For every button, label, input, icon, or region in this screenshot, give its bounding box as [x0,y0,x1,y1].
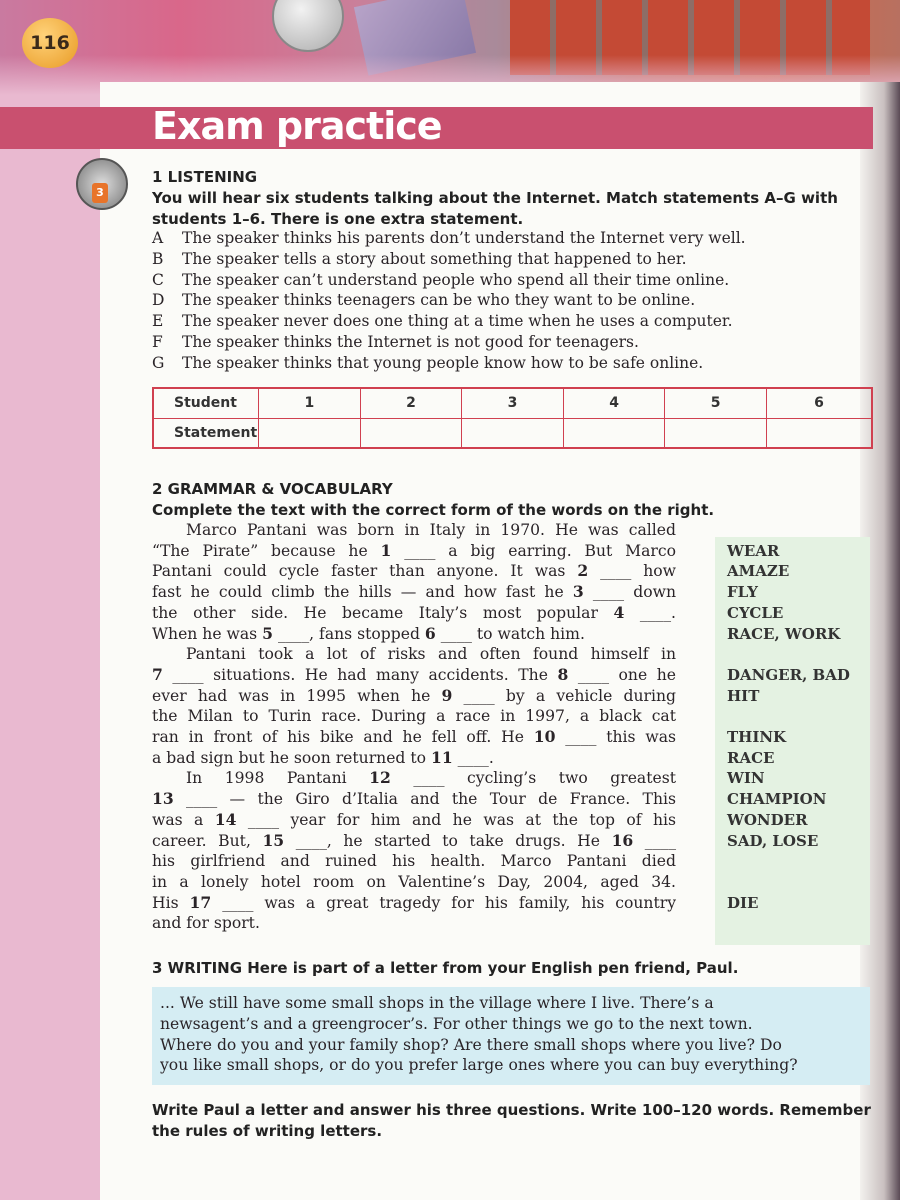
statement-g [152,353,852,374]
text-line [152,706,676,727]
text-segment: ____. [624,603,676,622]
statement-e [152,311,852,332]
text-line [152,603,676,624]
text-segment: ____ situations. He had many accidents. The [162,665,558,684]
writing-task-1: Write Paul a letter and answer his three questions. Write 100–120 words. Remember [152,1101,871,1119]
student-number: 2 [360,388,462,418]
text-segment: ever had was in 1995 when he [152,686,442,705]
text-line [152,851,676,872]
statement-letter: D [152,291,165,310]
text-segment: ____, fans stopped [273,624,425,643]
gap-number: 6 [424,623,436,643]
prompt-word: RACE, WORK [727,624,841,643]
answer-table [152,387,873,449]
prompt-word: CYCLE [727,603,784,622]
statement-a [152,228,852,249]
gap-number: 13 [152,789,174,809]
text-line [152,727,676,748]
text-segment: the other side. He became Italy’s most popular [152,603,614,622]
prompt-word: SAD, LOSE [727,831,819,850]
text-line [152,665,676,686]
text-segment: ____ down [583,583,676,602]
gap-fill-text [152,520,676,934]
shopfront-image [510,0,870,75]
listening-instructions-2: students 1–6. There is one extra statement. [152,209,524,228]
text-segment: ____ how [588,562,676,581]
gap-number: 17 [189,892,212,912]
statement-letter: C [152,270,164,289]
text-segment: a bad sign but he soon returned to [152,748,431,767]
prompt-word: FLY [727,583,758,602]
text-segment: in a lonely hotel room on Valentine’s Day, 2004, aged 34. [152,872,676,891]
header-photo-collage [0,0,900,95]
gap-number: 4 [613,602,625,622]
letter-line: ... We still have some small shops in the village where I live. There’s a [160,994,714,1012]
text-segment: ____ [633,831,676,850]
listening-heading: 1 LISTENING [152,168,258,186]
text-segment: ____ cycling’s two greatest [390,769,676,788]
statement-text: The speaker can’t understand people who spend all their time online. [182,270,730,289]
text-segment: the Milan to Turin race. During a race in 1997, a black cat [152,707,676,726]
text-segment: His [152,893,190,912]
text-segment: career. But, [152,831,263,850]
prompt-word: CHAMPION [727,790,827,809]
gap-number: 1 [380,540,392,560]
statement-text: The speaker thinks the Internet is not good for teenagers. [182,333,639,351]
text-line [152,913,676,934]
text-line [152,872,676,893]
text-segment: ____ — the Giro d’Italia and the Tour de France. This [173,790,676,809]
text-line [152,748,676,769]
letter-line: Where do you and your family shop? Are there small shops where you live? Do [160,1035,782,1054]
text-segment: “The Pirate” because he [152,541,381,560]
text-segment: In 1998 Pantani [186,769,370,788]
answer-cell[interactable] [259,418,361,448]
student-number: 3 [462,388,564,418]
statement-letter: G [152,353,165,372]
gap-number: 9 [441,685,453,705]
statement-c [152,270,852,291]
gap-number: 12 [369,768,391,788]
statement-f [152,332,852,353]
statement-letter: F [152,333,163,351]
statement-d [152,290,852,311]
prompt-word: DANGER, BAD [727,665,850,684]
text-line [152,831,676,852]
gap-number: 8 [557,664,569,684]
text-line [152,624,676,645]
text-line [152,582,676,603]
statement-text: The speaker tells a story about something that happened to her. [182,249,687,268]
prompt-word: THINK [727,728,787,746]
gap-number: 10 [533,727,556,747]
letter-line: you like small shops, or do you prefer large ones where you can buy everything? [160,1056,798,1075]
writing-heading: 3 WRITING Here is part of a letter from your English pen friend, Paul. [152,959,739,977]
prompt-word: WIN [727,769,765,788]
text-segment: his girlfriend and ruined his health. Marco Pantani died [152,852,676,871]
answer-cell[interactable] [766,418,872,448]
text-segment: ____ was a great tragedy for his family, his country [211,893,677,912]
letter-line: newsagent’s and a greengrocer’s. For other things we go to the next town. [160,1014,753,1033]
prompt-word: HIT [727,686,760,705]
text-segment: When he was [152,624,263,643]
gap-number: 11 [430,747,453,767]
text-line [152,686,676,707]
statement-text: The speaker thinks teenagers can be who they want to be online. [182,291,696,310]
answer-cell[interactable] [462,418,564,448]
answer-cell[interactable] [665,418,767,448]
text-segment: fast he could climb the hills — and how fast he [152,583,573,602]
answer-cell[interactable] [360,418,462,448]
prompt-word: RACE [727,748,775,767]
statement-letter: B [152,249,164,268]
text-segment: ____. [452,748,494,767]
text-line [152,768,676,789]
student-number: 1 [259,388,361,418]
coin-image [272,0,344,52]
text-line [152,810,676,831]
text-segment: Marco Pantani was born in Italy in 1970. He was called [186,521,676,539]
gap-number: 7 [152,664,163,684]
text-segment: and for sport. [152,914,260,933]
statement-text: The speaker thinks that young people know how to be safe online. [182,353,704,372]
gap-number: 5 [262,623,273,643]
gap-number: 16 [611,830,634,850]
text-segment: ____, he started to take drugs. He [284,831,612,850]
text-line [152,520,676,541]
text-segment: ran in front of his bike and he fell off. He [152,728,534,747]
text-segment: was a [152,810,215,829]
text-line [152,561,676,582]
prompt-word: AMAZE [727,562,790,581]
text-line [152,541,676,562]
grammar-heading: 2 GRAMMAR & VOCABULARY [152,480,393,498]
gap-number: 2 [577,561,589,581]
row-label-student: Student [153,388,259,418]
row-label-statement: Statement [153,418,259,448]
gap-number: 14 [214,809,237,829]
student-number: 5 [665,388,767,418]
answer-cell[interactable] [563,418,665,448]
statement-letter: A [152,229,164,247]
statement-text: The speaker thinks his parents don’t understand the Internet very well. [182,229,746,247]
text-segment: Pantani took a lot of risks and often found himself in [186,645,676,664]
grammar-instructions: Complete the text with the correct form of the words on the right. [152,500,715,519]
audio-track-number: 3 [92,183,108,203]
student-number: 4 [563,388,665,418]
text-segment: ____ one he [568,665,676,684]
writing-task-2: the rules of writing letters. [152,1122,383,1140]
text-line [152,893,676,914]
statement-letter: E [152,312,164,331]
page-number: 116 [22,18,78,68]
banknote-image [354,0,476,76]
page-title: Exam practice [152,104,442,148]
prompt-word: DIE [727,893,759,912]
text-line [152,789,676,810]
text-segment: ____ year for him and he was at the top of his [236,810,677,829]
text-segment: ____ to watch him. [435,624,585,643]
text-segment: ____ this was [555,728,676,747]
statement-text: The speaker never does one thing at a time when he uses a computer. [182,312,733,331]
listening-instructions-1: You will hear six students talking about the Internet. Match statements A–G with [152,189,838,207]
text-segment: ____ a big earring. But Marco [391,541,676,560]
text-segment: Pantani could cycle faster than anyone. It was [152,562,578,581]
prompt-word: WEAR [727,541,780,560]
statement-b [152,249,852,270]
gap-number: 3 [572,582,584,602]
prompt-word: WONDER [727,810,808,829]
gap-number: 15 [262,830,285,850]
text-line [152,644,676,665]
text-segment: ____ by a vehicle during [452,686,676,705]
student-number: 6 [766,388,872,418]
